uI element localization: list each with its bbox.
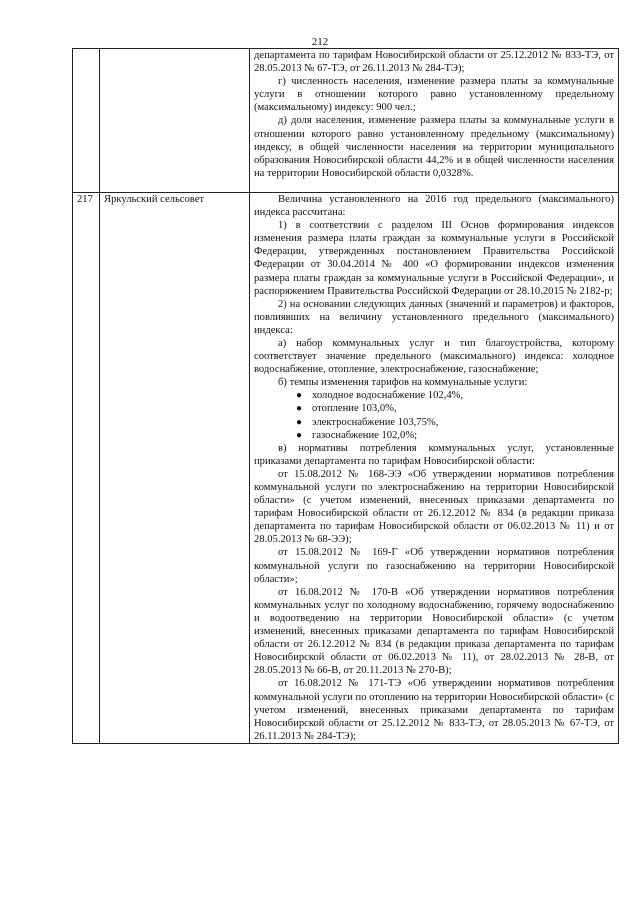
list-item	[296, 429, 614, 442]
paragraph: 2) на основании следующих данных (значений и параметров) и факторов, повлиявших на величину установленного предельного (максимального) индекса:	[254, 298, 614, 336]
list-item-text: электроснабжение 103,75%,	[312, 416, 439, 428]
paragraph: от 15.08.2012 № 169-Г «Об утверждении нормативов потребления коммунальной услуги по газоснабжению на территории Новосибирской области»;	[254, 547, 614, 585]
paragraph: д) доля населения, изменение размера платы за коммунальные услуги в отношении которого равно установленному предельному (максимальному) индексу, в общей численности населения на территории муниципального образования Новосибирской области 44,2% и в общей численности населения на территории Новосибирской области 0,0328%.	[254, 115, 614, 179]
paragraph: б) темпы изменения тарифов на коммунальные услуги:	[278, 377, 528, 389]
municipality-name: Яркульский сельсовет	[100, 192, 250, 743]
list-item	[296, 402, 614, 415]
document-table	[72, 48, 619, 744]
municipality-name	[100, 49, 250, 193]
row-content	[250, 192, 619, 743]
table-row-continuation	[73, 49, 619, 193]
tariff-rates-list	[254, 389, 614, 441]
bullet-icon: ●	[296, 403, 303, 415]
bullet-icon: ●	[296, 416, 303, 428]
paragraph: а) набор коммунальных услуг и тип благоустройства, которому соответствует значение предельного (максимального) индекса: холодное водоснабжение, отопление, электроснабжение, газоснабжение;	[254, 337, 614, 376]
paragraph: г) численность населения, изменение размера платы за коммунальные услуги в отношении которого равно установленному предельному (максимальному) индексу: 900 чел.;	[254, 76, 614, 114]
row-content	[250, 49, 619, 193]
bullet-icon: ●	[296, 390, 303, 402]
paragraph: департамента по тарифам Новосибирской области от 25.12.2012 № 833-ТЭ, от 28.05.2013 № 67-ТЭ, от 26.11.2013 № 284-ТЭ);	[254, 50, 614, 75]
paragraph: от 16.08.2012 № 170-В «Об утверждении нормативов потребления коммунальных услуг по холодному водоснабжению, горячему водоснабжению и водоотведению на территории Новосибирской области» (с учетом изменений, внесенных приказами департамента по тарифам Новосибирской области от 26.12.2012 № 834 (в редакции приказа департамента по тарифам Новосибирской области от 06.02.2013 № 11), от 28.02.2013 № 28-В, от 28.05.2013 № 66-В, от 20.11.2013 № 270-В);	[254, 586, 614, 677]
table-row-217	[73, 192, 619, 743]
list-item	[296, 389, 614, 402]
list-item	[296, 416, 614, 429]
row-number	[73, 49, 100, 193]
bullet-icon: ●	[296, 429, 303, 441]
paragraph: от 15.08.2012 № 168-ЭЭ «Об утверждении нормативов потребления коммунальной услуги по электроснабжению на территории Новосибирской области» (с учетом изменений, внесенных приказами департамента по тарифам Новосибирской области от 26.12.2012 № 834 (в редакции приказа департамента по тарифам Новосибирской области от 06.02.2013 № 11) и от 28.05.2013 № 68-ЭЭ);	[254, 468, 614, 546]
list-item-text: отопление 103,0%,	[312, 403, 397, 415]
paragraph: 1) в соответствии с разделом III Основ формирования индексов изменения размера платы граждан за коммунальные услуги в Российской Федерации, утвержденных постановлением Правительства Российской Федерации от 30.04.2014 № 400 «О формировании индексов изменения размера платы граждан за коммунальные услуги в Российской Федерации», и распоряжением Правительства Российской Федерации от 28.10.2015 № 2182-р;	[254, 220, 614, 297]
page-number: 212	[311, 36, 329, 48]
row-number: 217	[73, 192, 100, 743]
paragraph: Величина установленного на 2016 год предельного (максимального) индекса рассчитана:	[254, 193, 614, 219]
paragraph: от 16.08.2012 № 171-ТЭ «Об утверждении нормативов потребления коммунальной услуги по отоплению на территории Новосибирской области» (с учетом изменений, внесенных приказами департамента по тарифам Новосибирской области от 25.12.2012 № 833-ТЭ, от 28.05.2013 № 67-ТЭ, от 26.11.2013 № 284-ТЭ);	[254, 678, 615, 742]
list-item-text: газоснабжение 102,0%;	[312, 429, 418, 441]
paragraph: в) нормативы потребления коммунальных услуг, установленные приказами департамента по тарифам Новосибирской области:	[254, 442, 614, 467]
list-item-text: холодное водоснабжение 102,4%,	[312, 390, 464, 402]
